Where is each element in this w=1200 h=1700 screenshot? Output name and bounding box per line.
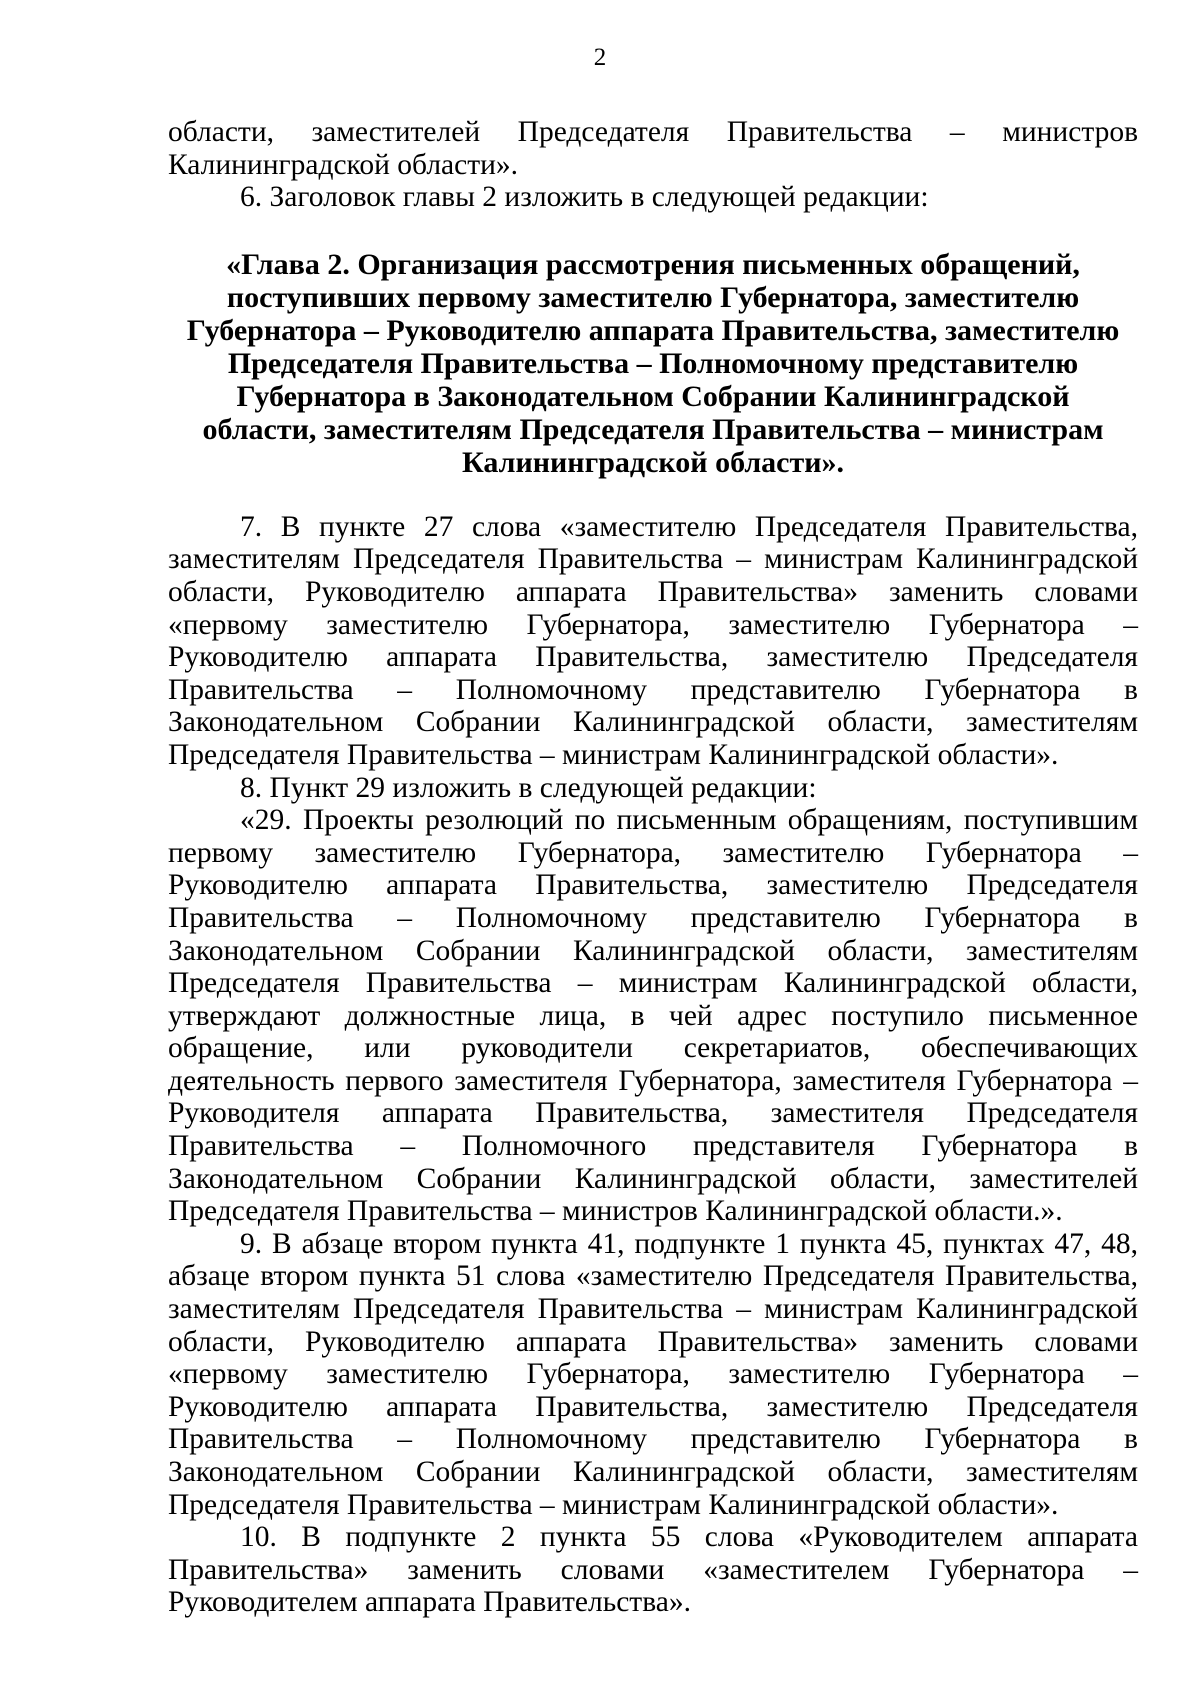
chapter-heading bbox=[168, 248, 1138, 479]
chapter-heading-text: «Глава 2. Организация рассмотрения письменных обращений, поступивших первому заместителю Губернатора, заместителю Губернатора – Руководителю аппарата Правительства, заместителю Председателя Правительства – Полномочному представителю Губернатора в Законодательном Собрании Калининградской области, заместителям Председателя Правительства – министрам Калининградской области». bbox=[186, 247, 1120, 479]
paragraph-item-6: 6. Заголовок главы 2 изложить в следующей редакции: bbox=[240, 181, 929, 214]
paragraph-item-7: 7. В пункте 27 слова «заместителю Председателя Правительства, заместителям Председателя Правительства – министрам Калининградской области, Руководителю аппарата Правительства» заменить словами «первому заместителю Губернатора, заместителю Губернатора – Руководителю аппарата Правительства, заместителю Председателя Правительства – Полномочному представителю Губернатора в Законодательном Собрании Калининградской области, заместителям Председателя Правительства – министрам Калининградской области». bbox=[168, 510, 1138, 771]
paragraph-item-29-text: «29. Проекты резолюций по письменным обращениям, поступившим первому заместителю Губернатора, заместителю Губернатора – Руководителю аппарата Правительства, заместителю Председателя Правительства – Полномочному представителю Губернатора в Законодательном Собрании Калининградской области, заместителям Председателя Правительства – министрам Калининградской области, утверждают должностные лица, в чей адрес поступило письменное обращение, или руководители секретариатов, обеспечивающих деятельность первого заместителя Губернатора, заместителя Губернатора – Руководителя аппарата Правительства, заместителя Председателя Правительства – Полномочного представителя Губернатора в Законодательном Собрании Калининградской области, заместителей Председателя Правительства – министров Калининградской области.». bbox=[168, 804, 1138, 1228]
paragraph-item-9: 9. В абзаце втором пункта 41, подпункте 1 пункта 45, пунктах 47, 48, абзаце втором пункта 51 слова «заместителю Председателя Правительства, заместителям Председателя Правительства – министрам Калининградской области, Руководителю аппарата Правительства» заменить словами «первому заместителю Губернатора, заместителю Губернатора – Руководителю аппарата Правительства, заместителю Председателя Правительства – Полномочному представителю Губернатора в Законодательном Собрании Калининградской области, заместителям Председателя Правительства – министрам Калининградской области». bbox=[168, 1227, 1138, 1521]
paragraph-item-10: 10. В подпункте 2 пункта 55 слова «Руководителем аппарата Правительства» заменить словами «заместителем Губернатора – Руководителем аппарата Правительства». bbox=[168, 1521, 1138, 1619]
paragraph-continuation: области, заместителей Председателя Правительства – министров Калининградской области». bbox=[168, 116, 1138, 181]
document-body bbox=[168, 116, 1138, 1619]
page-number: 2 bbox=[593, 44, 607, 71]
paragraph-item-8: 8. Пункт 29 изложить в следующей редакции: bbox=[240, 771, 817, 804]
